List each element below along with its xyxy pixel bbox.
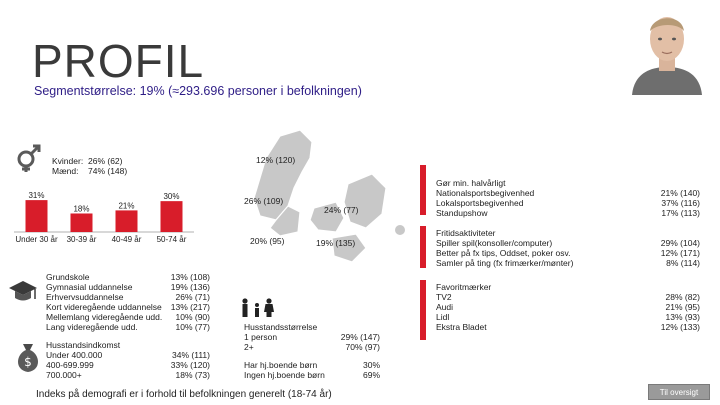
family-icon [240, 298, 274, 318]
gender-maend-value: 74% (148) [88, 166, 128, 176]
map-region-label: 19% (135) [316, 238, 356, 248]
education-value: 10% (77) [175, 322, 210, 332]
leisure-label: Samler på ting (fx frimærker/mønter) [436, 258, 574, 268]
brand-label: TV2 [436, 292, 452, 302]
education-label: Grundskole [46, 272, 90, 282]
leisure-accent-bar [420, 226, 426, 268]
household-labels [244, 322, 317, 352]
age-bar-value-label: 31% [28, 191, 45, 201]
education-labels [46, 272, 162, 332]
education-label: Erhvervsuddannelse [46, 292, 124, 302]
education-label: Lang videregående udd. [46, 322, 138, 332]
page-title: PROFIL [32, 35, 205, 87]
brands-accent-bar [420, 280, 426, 340]
leisure-value: 29% (104) [660, 238, 700, 248]
gender-kvinder-label: Kvinder: [52, 156, 84, 166]
profile-photo [624, 5, 710, 95]
education-values [150, 272, 210, 332]
education-label: Mellemlang videregående udd. [46, 312, 163, 322]
leisure-value: 12% (171) [660, 248, 700, 258]
education-value: 13% (108) [170, 272, 210, 282]
children-value: 30% [362, 360, 380, 370]
age-category-label: 50-74 år [156, 235, 187, 244]
income-label: Husstandsindkomst [46, 340, 121, 350]
education-value: 13% (217) [170, 302, 210, 312]
age-bar [116, 210, 138, 232]
household-label: 1 person [244, 332, 278, 342]
sports-label: Lokalsportsbegivenhed [436, 198, 524, 208]
income-labels [46, 340, 120, 380]
svg-text:$: $ [24, 355, 32, 369]
back-to-overview-button[interactable]: Til oversigt [648, 384, 710, 400]
income-value: 34% (111) [172, 350, 210, 360]
education-value: 10% (90) [175, 312, 210, 322]
household-label: 2+ [244, 342, 254, 352]
map-region-label: 12% (120) [256, 155, 296, 165]
sports-value: 21% (140) [660, 188, 700, 198]
sports-labels [436, 178, 534, 218]
brands-values [640, 292, 700, 332]
children-values [320, 360, 380, 380]
household-value: 70% (97) [345, 342, 380, 352]
age-category-label: Under 30 år [15, 235, 58, 244]
age-bar [161, 201, 183, 232]
leisure-labels [436, 228, 573, 268]
household-values [310, 322, 380, 352]
graduation-cap-icon [8, 278, 38, 304]
age-bar-chart [14, 188, 194, 244]
children-value: 69% [362, 370, 380, 380]
age-bar-value-label: 18% [73, 204, 90, 214]
leisure-value: 8% (114) [666, 258, 700, 268]
income-label: 700.000+ [46, 370, 82, 380]
leisure-label: Better på fx tips, Oddset, poker osv. [436, 248, 571, 258]
education-label: Kort videregående uddannelse [46, 302, 162, 312]
education-value: 26% (71) [175, 292, 210, 302]
brand-label: Audi [436, 302, 454, 312]
age-bar-value-label: 21% [118, 201, 135, 211]
money-bag-icon [14, 340, 42, 374]
age-category-label: 30-39 år [66, 235, 97, 244]
children-labels [244, 360, 325, 380]
age-bar-value-label: 30% [163, 192, 180, 202]
leisure-heading: Fritidsaktiviteter [436, 228, 496, 238]
children-label: Har hj.boende børn [244, 360, 318, 370]
education-label: Gymnasial uddannelse [46, 282, 133, 292]
brand-label: Ekstra Bladet [436, 322, 487, 332]
household-value: 29% (147) [340, 332, 380, 342]
gender-kvinder-value: 26% (62) [88, 156, 123, 166]
household-label: Husstandsstørrelse [244, 322, 318, 332]
age-bar [71, 213, 93, 232]
children-label: Ingen hj.boende børn [244, 370, 325, 380]
brands-heading: Favoritmærker [436, 282, 492, 292]
brands-labels [436, 282, 491, 332]
map-region-label: 20% (95) [250, 236, 285, 246]
age-category-label: 40-49 år [111, 235, 142, 244]
income-value: 33% (120) [170, 360, 210, 370]
sports-value: 17% (113) [661, 208, 700, 218]
income-value [150, 340, 210, 350]
gender-maend-label: Mænd: [52, 166, 79, 176]
sports-value: 37% (116) [661, 198, 700, 208]
footer-note: Indeks på demografi er i forhold til befolkningen generelt (18-74 år) [36, 389, 332, 400]
sports-heading: Gør min. halvårligt [436, 178, 506, 188]
brand-value: 13% (93) [665, 312, 700, 322]
sports-accent-bar [420, 165, 426, 215]
brand-label: Lidl [436, 312, 450, 322]
income-value: 18% (73) [175, 370, 210, 380]
education-value: 19% (136) [170, 282, 210, 292]
income-label: 400-699.999 [46, 360, 94, 370]
brand-value: 21% (95) [665, 302, 700, 312]
map-region-label: 24% (77) [324, 205, 359, 215]
sports-label: Nationalsportsbegivenhed [436, 188, 535, 198]
sports-values [640, 188, 700, 218]
map-region-label: 26% (109) [244, 196, 284, 206]
segment-size-subtitle: Segmentstørrelse: 19% (≈293.696 personer i befolkningen) [34, 84, 362, 98]
brand-value: 28% (82) [665, 292, 700, 302]
household-value [310, 322, 380, 332]
age-bar [26, 200, 48, 232]
gender-symbol-icon [14, 142, 44, 172]
brand-value: 12% (133) [660, 322, 700, 332]
income-values [150, 340, 210, 380]
sports-label: Standupshow [436, 208, 488, 218]
income-label: Under 400.000 [46, 350, 103, 360]
leisure-values [640, 238, 700, 268]
leisure-label: Spiller spil(konsoller/computer) [436, 238, 553, 248]
